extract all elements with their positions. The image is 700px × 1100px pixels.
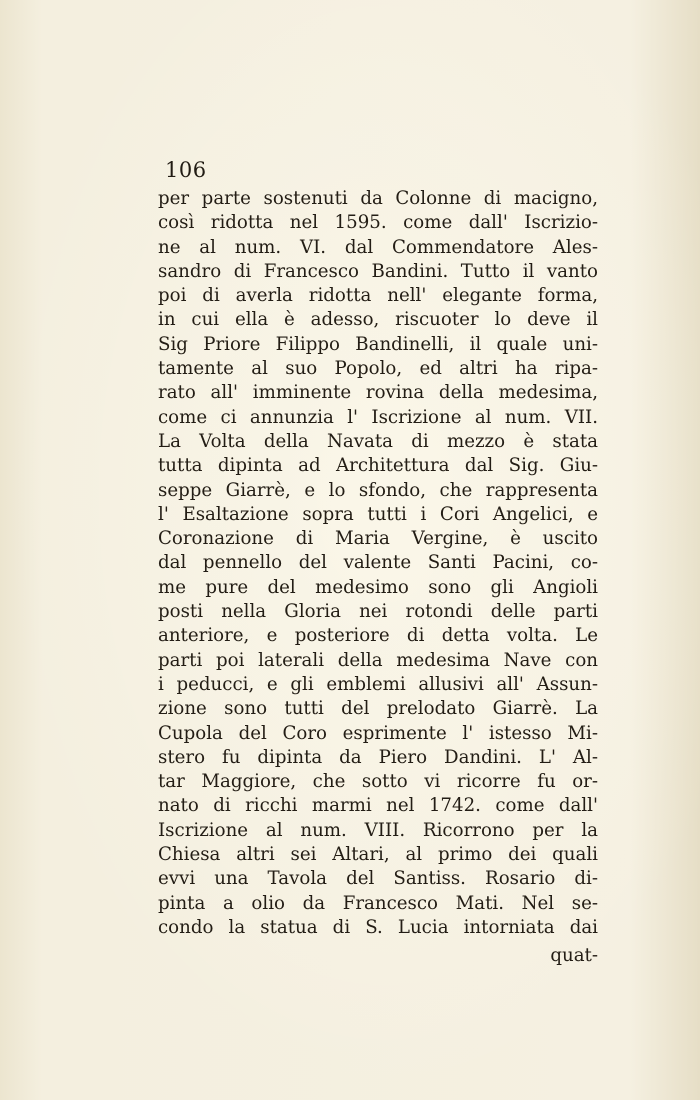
- text-line: me pure del medesimo sono gli Angioli: [158, 576, 598, 598]
- page-number: 106: [165, 158, 207, 182]
- text-line: seppe Giarrè, e lo sfondo, che rappresenta: [158, 479, 598, 501]
- body-text: [158, 187, 598, 940]
- catchword: quat-: [550, 945, 598, 966]
- text-line: Coronazione di Maria Vergine, è uscito: [158, 528, 598, 550]
- text-line: per parte sostenuti da Colonne di macigno,: [158, 188, 598, 209]
- text-line: stero fu dipinta da Piero Dandini. L' Al-: [158, 746, 598, 768]
- text-line: così ridotta nel 1595. come dall' Iscrizio-: [158, 212, 598, 234]
- text-line: tutta dipinta ad Architettura dal Sig. Giu-: [158, 455, 598, 477]
- text-line: zione sono tutti del prelodato Giarrè. La: [158, 698, 598, 720]
- text-line: tamente al suo Popolo, ed altri ha ripa-: [158, 358, 598, 380]
- text-line: La Volta della Navata di mezzo è stata: [158, 430, 598, 452]
- text-line: nato di ricchi marmi nel 1742. come dall': [158, 795, 598, 817]
- text-line: parti poi laterali della medesima Nave con: [158, 649, 598, 671]
- text-line: Iscrizione al num. VIII. Ricorrono per la: [158, 819, 598, 841]
- text-line: ne al num. VI. dal Commendatore Ales-: [158, 236, 598, 258]
- text-line: sandro di Francesco Bandini. Tutto il vanto: [158, 260, 598, 282]
- text-line: rato all' imminente rovina della medesima,: [158, 382, 598, 404]
- text-line: condo la statua di S. Lucia intorniata dai: [158, 916, 598, 938]
- text-line: in cui ella è adesso, riscuoter lo deve il: [158, 309, 598, 331]
- text-line: Sig Priore Filippo Bandinelli, il quale uni-: [158, 333, 598, 355]
- text-line: poi di averla ridotta nell' elegante forma,: [158, 285, 598, 307]
- text-line: Cupola del Coro esprimente l' istesso Mi-: [158, 722, 598, 744]
- text-line: Chiesa altri sei Altari, al primo dei quali: [158, 844, 598, 866]
- text-line: come ci annunzia l' Iscrizione al num. VII.: [158, 406, 598, 428]
- text-line: pinta a olio da Francesco Mati. Nel se-: [158, 892, 598, 914]
- text-line: anteriore, e posteriore di detta volta. Le: [158, 625, 598, 647]
- text-line: dal pennello del valente Santi Pacini, co-: [158, 552, 598, 574]
- text-line: l' Esaltazione sopra tutti i Cori Angelici, e: [158, 503, 598, 525]
- text-line: evvi una Tavola del Santiss. Rosario di-: [158, 868, 598, 890]
- text-line: posti nella Gloria nei rotondi delle parti: [158, 601, 598, 623]
- text-line: tar Maggiore, che sotto vi ricorre fu or-: [158, 771, 598, 793]
- text-line: i peducci, e gli emblemi allusivi all' Assun-: [158, 673, 598, 695]
